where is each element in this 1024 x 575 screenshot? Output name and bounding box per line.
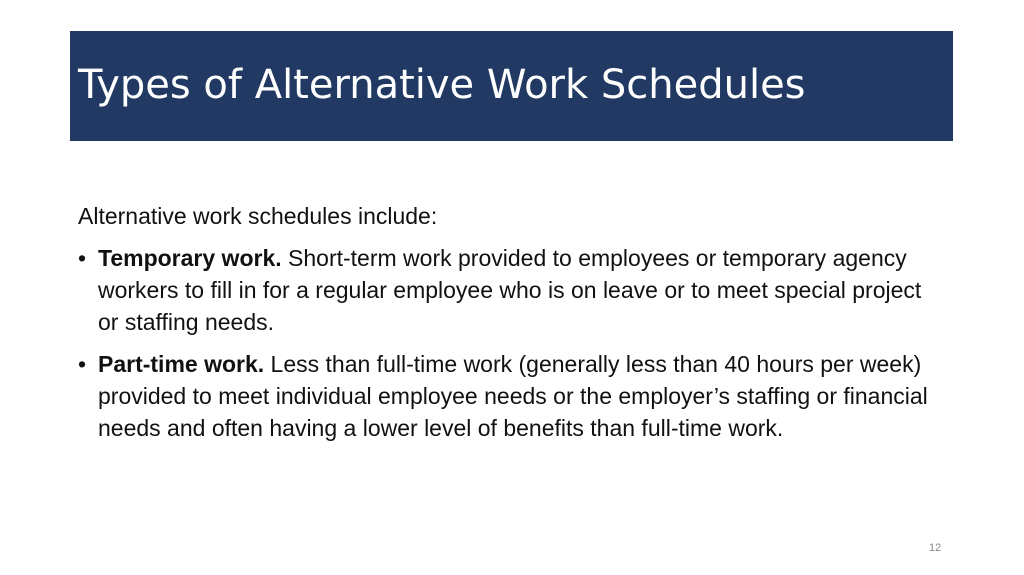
bullet-list (78, 242, 948, 444)
bullet-item-temporary-work (78, 242, 948, 338)
bullet-description: Less than full-time work (generally less than 40 hours per week) provided to meet individual employee needs or the employer’s staffing or financial needs and often having a lower level of benefits than full-time work. (98, 351, 928, 441)
bullet-icon: • (78, 351, 87, 377)
intro-text: Alternative work schedules include: (78, 203, 438, 229)
slide-body (78, 200, 948, 454)
bullet-term: Temporary work. (98, 245, 282, 271)
title-banner (70, 31, 953, 141)
bullet-term: Part-time work. (98, 351, 265, 377)
page-number: 12 (929, 542, 942, 554)
slide-title: Types of Alternative Work Schedules (78, 62, 806, 108)
bullet-item-part-time-work (78, 348, 948, 444)
bullet-description: Short-term work provided to employees or temporary agency workers to fill in for a regular employee who is on leave or to meet special project or staffing needs. (98, 245, 922, 335)
bullet-icon: • (78, 245, 87, 271)
